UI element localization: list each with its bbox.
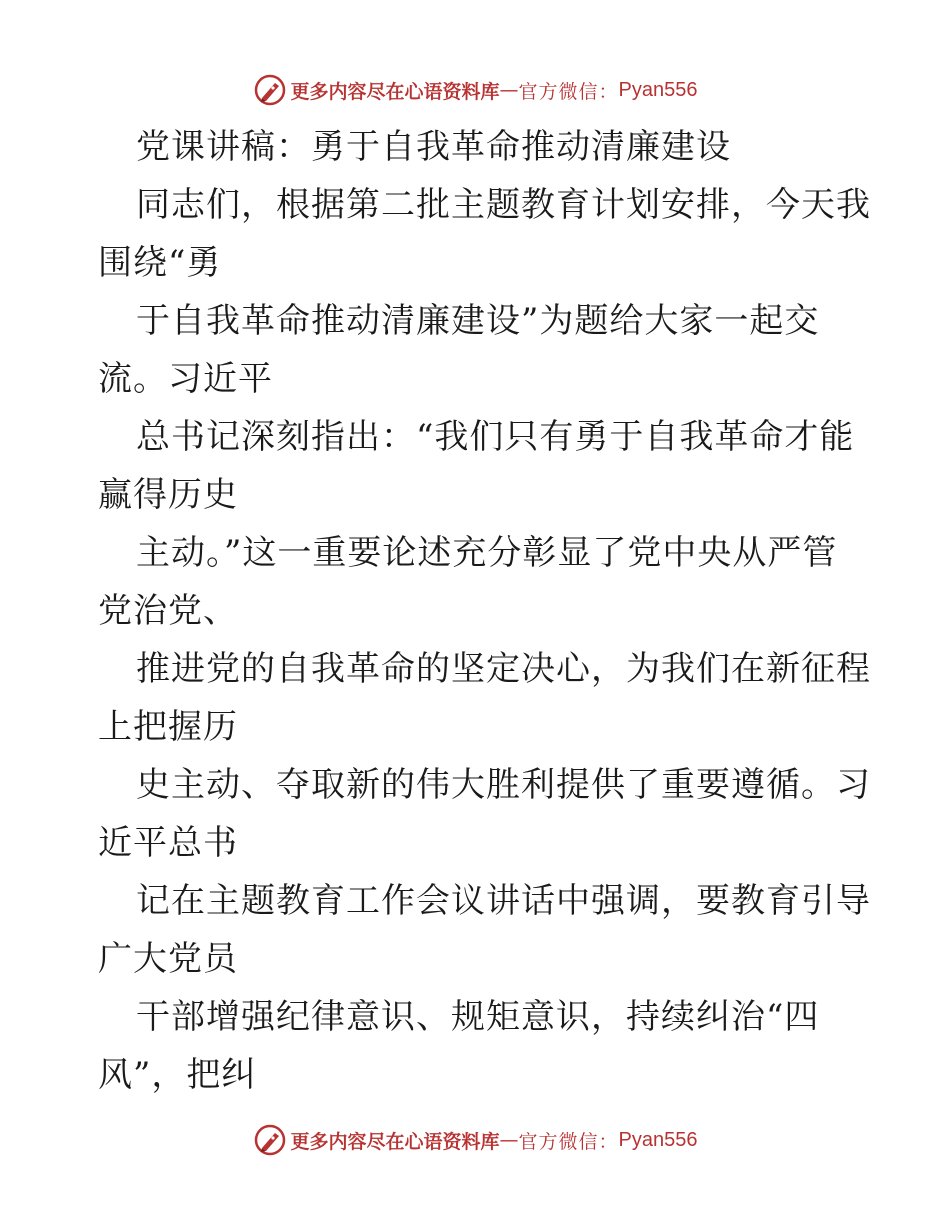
text-line: 围绕“勇 — [98, 243, 222, 283]
header-banner — [0, 70, 950, 110]
document-title-line: 党课讲稿：勇于自我革命推动清廉建设 — [136, 127, 731, 167]
text-line: 干部增强纪律意识、规矩意识，持续纠治“四 — [136, 997, 820, 1037]
footer-banner — [0, 1120, 950, 1160]
banner-site-name: 更多内容尽在心语资料库 — [290, 80, 500, 103]
text-line: 风”，把纠 — [98, 1055, 257, 1095]
text-line: 同志们，根据第二批主题教育计划安排，今天我 — [136, 185, 871, 225]
text-line: 史主动、夺取新的伟大胜利提供了重要遵循。习 — [136, 765, 871, 805]
text-line: 记在主题教育工作会议讲话中强调，要教育引导 — [136, 881, 871, 921]
text-line: 党治党、 — [98, 591, 238, 631]
banner-wechat-id: Pyan556 — [618, 78, 698, 101]
document-body — [98, 118, 871, 1104]
pen-nib-circle-icon — [253, 1123, 287, 1157]
banner-site-name: 更多内容尽在心语资料库 — [290, 1130, 500, 1153]
pen-nib-circle-icon — [253, 73, 287, 107]
banner-dash: — — [499, 1129, 519, 1151]
text-line: 主动。”这一重要论述充分彰显了党中央从严管 — [136, 533, 838, 573]
text-line: 近平总书 — [98, 823, 238, 863]
banner-wechat-label: 官方微信： — [518, 80, 619, 103]
banner-wechat-label: 官方微信： — [518, 1130, 619, 1153]
text-line: 于自我革命推动清廉建设”为题给大家一起交 — [136, 301, 820, 341]
text-line: 广大党员 — [98, 939, 238, 979]
banner-dash: — — [499, 79, 519, 101]
banner-wechat-id: Pyan556 — [618, 1128, 698, 1151]
text-line: 赢得历史 — [98, 475, 238, 515]
text-line: 推进党的自我革命的坚定决心，为我们在新征程 — [136, 649, 871, 689]
text-line: 总书记深刻指出：“我们只有勇于自我革命才能 — [136, 417, 855, 457]
text-line: 上把握历 — [98, 707, 238, 747]
text-line: 流。习近平 — [98, 359, 273, 399]
